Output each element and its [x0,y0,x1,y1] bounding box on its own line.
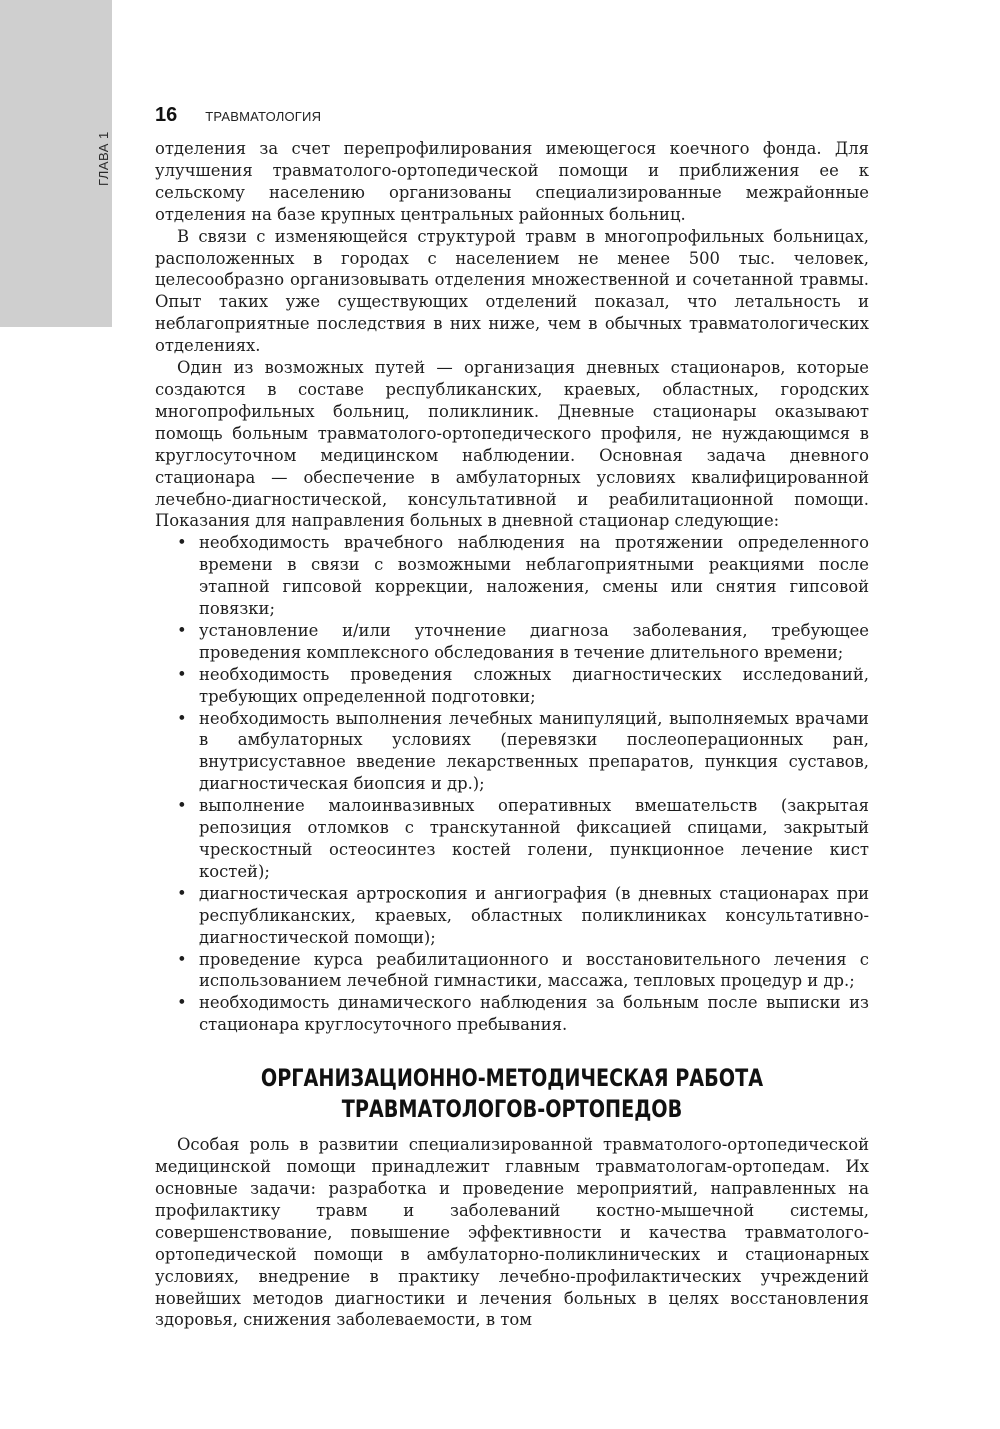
list-item-text: необходимость динамического наблюдения за больным после выписки из стационара круглосуточного пребывания. [199,993,869,1035]
list-item [155,992,869,1036]
section-heading [226,1063,797,1125]
list-item-text: выполнение малоинвазивных оперативных вмешательств (закрытая репозиция отломков с транскутанной фиксацией спицами, закрытый чрескостный остеосинтез костей голени, пункционное лечение кист костей); [199,796,869,881]
chapter-label: ГЛАВА 1 [96,131,111,186]
bullet-icon: • [177,949,187,969]
section-heading-line: ТРАВМАТОЛОГОВ-ОРТОПЕДОВ [341,1095,683,1124]
list-item-text: необходимость врачебного наблюдения на протяжении определенного времени в связи с возможными неблагоприятными реакциями после этапной гипсовой коррекции, наложения, смены или снятия гипсовой повязки; [199,533,869,619]
list-item [155,620,869,664]
list-item [155,708,869,796]
paragraph: В связи с изменяющейся структурой травм в многопрофильных больницах, расположенных в городах с населением не менее 500 тыс. человек, целесообразно организовывать отделения множественной и сочетанной травмы. Опыт таких уже существующих отделений показал, что летальность и неблагоприятные последствия в них ниже, чем в обычных травматологических отделениях. [155,226,869,356]
closing-paragraph: Особая роль в развитии специализированной травматолого-ортопедической медицинской помощи принадлежит главным травматологам-ортопедам. Их основные задачи: разработка и проведение мероприятий, направленных на профилактику травм и заболеваний костно-мышечной системы, совершенствование, повышение эффективности и качества травматолого-ортопедической помощи в амбулаторно-поликлинических и стационарных условиях, внедрение в практику лечебно-профилактических учреждений новейших методов диагностики и лечения больных в целях восстановления здоровья, снижения заболеваемости, в том [155,1135,869,1330]
list-item [155,532,869,620]
bullet-icon: • [177,620,187,640]
paragraph: Один из возможных путей — организация дневных стационаров, которые создаются в составе республиканских, краевых, областных, городских многопрофильных больниц, поликлиник. Дневные стационары оказывают помощь больным травматолого-ортопедического профиля, не нуждающимся в круглосуточном медицинском наблюдении. Основная задача дневного стационара — обеспечение в амбулаторных условиях квалифицированной лечебно-диагностической, консультативной и реабилитационной помощи. Показания для направления больных в дневной стационар следующие: [155,358,869,531]
paragraph-continuation: отделения за счет перепрофилирования имеющегося коечного фонда. Для улучшения травматолого-ортопедической помощи и приближения ее к сельскому населению организованы специализированные межрайонные отделения на базе крупных центральных районных больниц. [155,139,869,224]
bullet-icon: • [177,664,187,684]
list-item [155,949,869,993]
page-number: 16 [155,104,178,126]
bullet-icon: • [177,883,187,903]
running-title: ТРАВМАТОЛОГИЯ [205,109,322,124]
chapter-side-tab [0,0,112,327]
list-item-text: проведение курса реабилитационного и восстановительного лечения с использованием лечебной гимнастики, массажа, тепловых процедур и др.; [199,949,869,991]
section-heading-line: ОРГАНИЗАЦИОННО-МЕТОДИЧЕСКАЯ РАБОТА [260,1064,764,1093]
indications-list [155,532,869,1036]
page-content [155,138,869,1331]
list-item-text: необходимость выполнения лечебных манипуляций, выполняемых врачами в амбулаторных условиях (перевязки послеоперационных ран, внутрисуставное введение лекарственных препаратов, пункция суставов, диагностическая биопсия и др.); [199,708,869,794]
page-header [155,104,321,130]
list-item-text: установление и/или уточнение диагноза заболевания, требующее проведения комплексного обследования в течение длительного времени; [199,620,869,662]
list-item-text: диагностическая артроскопия и ангиография (в дневных стационарах при республиканских, краевых, областных поликлиниках консультативно-диагностической помощи); [199,883,869,947]
list-item [155,883,869,949]
list-item [155,795,869,883]
bullet-icon: • [177,708,187,728]
bullet-icon: • [177,993,187,1013]
bullet-icon: • [177,796,187,816]
list-item [155,664,869,708]
bullet-icon: • [177,533,187,553]
list-item-text: необходимость проведения сложных диагностических исследований, требующих определенной подготовки; [199,664,869,706]
